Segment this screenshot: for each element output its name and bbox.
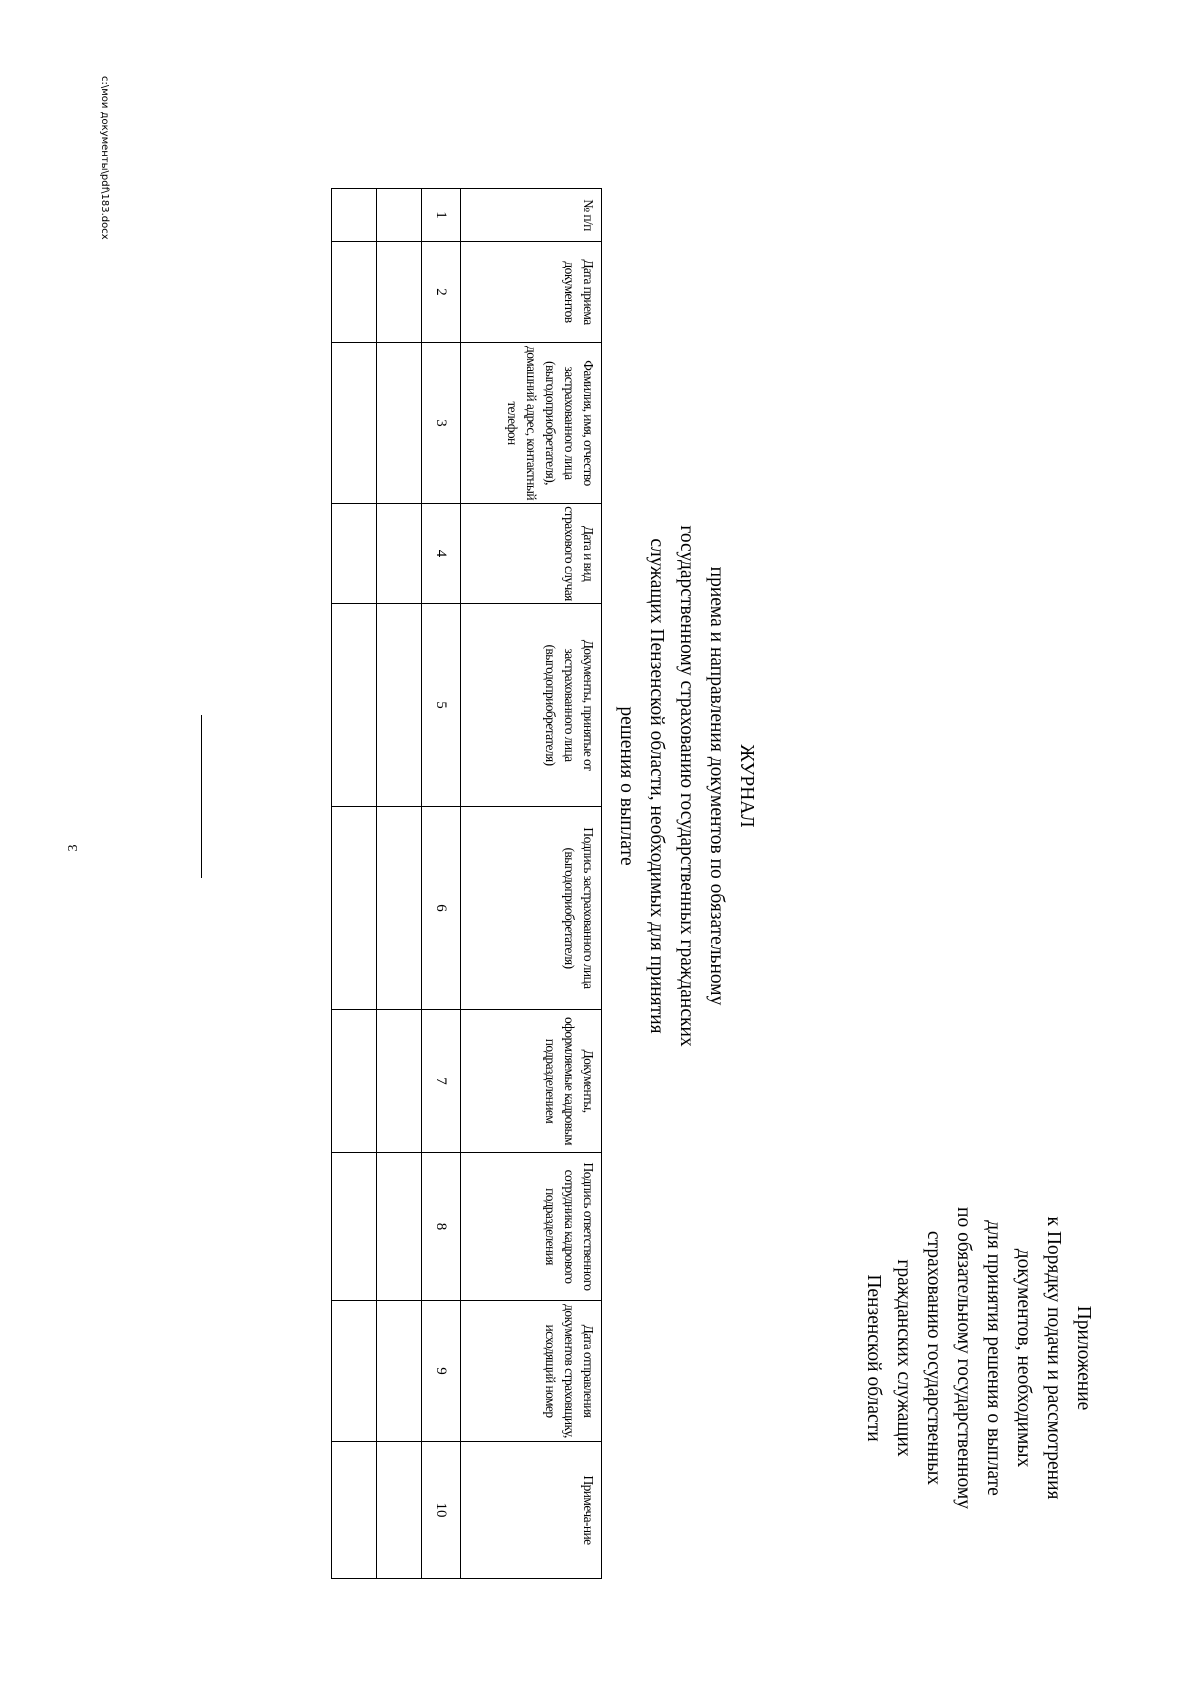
journal-subtitle-line: решения о выплате (616, 706, 637, 866)
empty-cell (332, 807, 377, 1010)
column-number-cell: 5 (422, 604, 461, 807)
empty-cell (377, 504, 422, 604)
empty-cell (332, 242, 377, 343)
table-row-empty (377, 189, 422, 1579)
header-cell-insured-person: Фамилия, имя, отчество застрахованного лица (выгодоприобретателя), домашний адрес, контактный телефон (461, 343, 602, 504)
column-number-cell: 6 (422, 807, 461, 1010)
page-number: 3 (66, 844, 81, 852)
empty-cell (332, 189, 377, 242)
appendix-line: Пензенской области (863, 1274, 884, 1442)
empty-cell (377, 807, 422, 1010)
header-cell-receipt-date: Дата приема документов (461, 242, 602, 343)
journal-title: ЖУРНАЛ (736, 744, 757, 828)
empty-cell (377, 189, 422, 242)
appendix-line: документов, необходимых (1013, 1248, 1034, 1468)
empty-cell (377, 242, 422, 343)
header-cell-hr-signature: Подпись ответственного сотрудника кадрового подразделения (461, 1153, 602, 1301)
header-cell-insured-signature: Подпись застрахованного лица (выгодоприобретателя) (461, 807, 602, 1010)
table-row-column-numbers (422, 189, 461, 1579)
empty-cell (332, 343, 377, 504)
journal-heading (611, 446, 761, 1126)
appendix-line: по обязательному государственному (953, 1207, 974, 1509)
appendix-line: к Порядку подачи и рассмотрения (1043, 1216, 1064, 1500)
header-cell-dispatch-date: Дата отправления документов страховщику, исходящий номер (461, 1301, 602, 1442)
appendix-block (858, 1128, 1098, 1588)
column-number-cell: 2 (422, 242, 461, 343)
column-number-cell: 7 (422, 1010, 461, 1153)
empty-cell (332, 1010, 377, 1153)
column-number-cell: 3 (422, 343, 461, 504)
empty-cell (332, 1442, 377, 1579)
separator-line (201, 715, 202, 878)
table-header-row (461, 189, 602, 1579)
empty-cell (377, 1010, 422, 1153)
journal-subtitle-line: приема и направления документов по обязательному (706, 566, 727, 1006)
journal-table (331, 188, 602, 1579)
empty-cell (377, 1442, 422, 1579)
empty-cell (332, 1301, 377, 1442)
column-number-cell: 8 (422, 1153, 461, 1301)
empty-cell (332, 504, 377, 604)
journal-subtitle-line: служащих Пензенской области, необходимых для принятия (646, 538, 667, 1034)
empty-cell (377, 1301, 422, 1442)
empty-cell (332, 1153, 377, 1301)
column-number-cell: 10 (422, 1442, 461, 1579)
header-cell-note: Примеча-ние (461, 1442, 602, 1579)
journal-subtitle-line: государственному страхованию государственных гражданских (676, 525, 697, 1047)
header-cell-accepted-documents: Документы, принятые от застрахованного лица (выгодоприобретателя) (461, 604, 602, 807)
column-number-cell: 9 (422, 1301, 461, 1442)
appendix-line: страхованию государственных (923, 1230, 944, 1486)
empty-cell (377, 343, 422, 504)
appendix-line: для принятия решения о выплате (983, 1220, 1004, 1496)
table-row-empty (332, 189, 377, 1579)
appendix-line: гражданских служащих (893, 1259, 914, 1457)
column-number-cell: 1 (422, 189, 461, 242)
empty-cell (377, 604, 422, 807)
header-cell-number: № п/п (461, 189, 602, 242)
rotated-page-content (90, 68, 1110, 1628)
column-number-cell: 4 (422, 504, 461, 604)
file-path-footer: c:\мои документы\pdf\183.docx (99, 76, 110, 240)
empty-cell (377, 1153, 422, 1301)
header-cell-case-date-type: Дата и вид страхового случая (461, 504, 602, 604)
empty-cell (332, 604, 377, 807)
header-cell-hr-documents: Документы, оформляемые кадровым подразделением (461, 1010, 602, 1153)
appendix-line: Приложение (1073, 1305, 1094, 1411)
